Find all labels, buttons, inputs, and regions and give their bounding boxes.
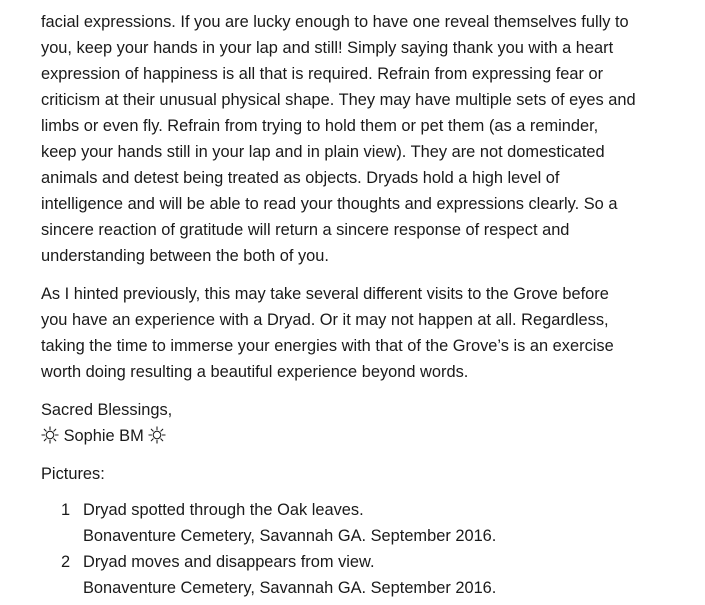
picture-location: Bonaventure Cemetery, Savannah GA. September 2016. [83,579,497,597]
signature-name: Sophie BM [63,427,144,445]
text-line: worth doing resulting a beautiful experience beyond words. [41,363,469,381]
sun-icon [148,426,166,444]
text-line: keep your hands still in your lap and in plain view). They are not domesticated [41,143,605,161]
text-line: criticism at their unusual physical shape. They may have multiple sets of eyes and [41,91,636,109]
text-line: expression of happiness is all that is required. Refrain from expressing fear or [41,65,604,83]
closing-text: Sacred Blessings, [41,401,173,419]
picture-caption: Dryad spotted through the Oak leaves. [83,501,364,519]
text-line: animals and detest being treated as objects. Dryads hold a high level of [41,169,560,187]
text-line: you, keep your hands in your lap and still! Simply saying thank you with a heart [41,39,614,57]
pictures-list [41,497,671,601]
paragraph-etiquette [41,9,671,269]
picture-location: Bonaventure Cemetery, Savannah GA. September 2016. [83,527,497,545]
text-line: you have an experience with a Dryad. Or it may not happen at all. Regardless, [41,311,609,329]
signature-block [41,397,671,449]
text-line: limbs or even fly. Refrain from trying to hold them or pet them (as a reminder, [41,117,599,135]
list-number: 1 [61,501,71,519]
text-line: intelligence and will be able to read your thoughts and expressions clearly. So a [41,195,618,213]
text-line: understanding between the both of you. [41,247,329,265]
list-number: 2 [61,553,71,571]
pictures-heading: Pictures: [41,465,105,483]
picture-caption: Dryad moves and disappears from view. [83,553,375,571]
paragraph-visits [41,281,671,385]
text-line: sincere reaction of gratitude will return a sincere response of respect and [41,221,570,239]
list-item [41,549,671,601]
list-item [41,497,671,549]
text-line: taking the time to immerse your energies with that of the Grove’s is an exercise [41,337,614,355]
document-page [41,9,671,601]
text-line: As I hinted previously, this may take several different visits to the Grove before [41,285,609,303]
sun-icon [41,426,59,444]
text-line: facial expressions. If you are lucky enough to have one reveal themselves fully to [41,13,629,31]
signature-line [41,423,671,449]
